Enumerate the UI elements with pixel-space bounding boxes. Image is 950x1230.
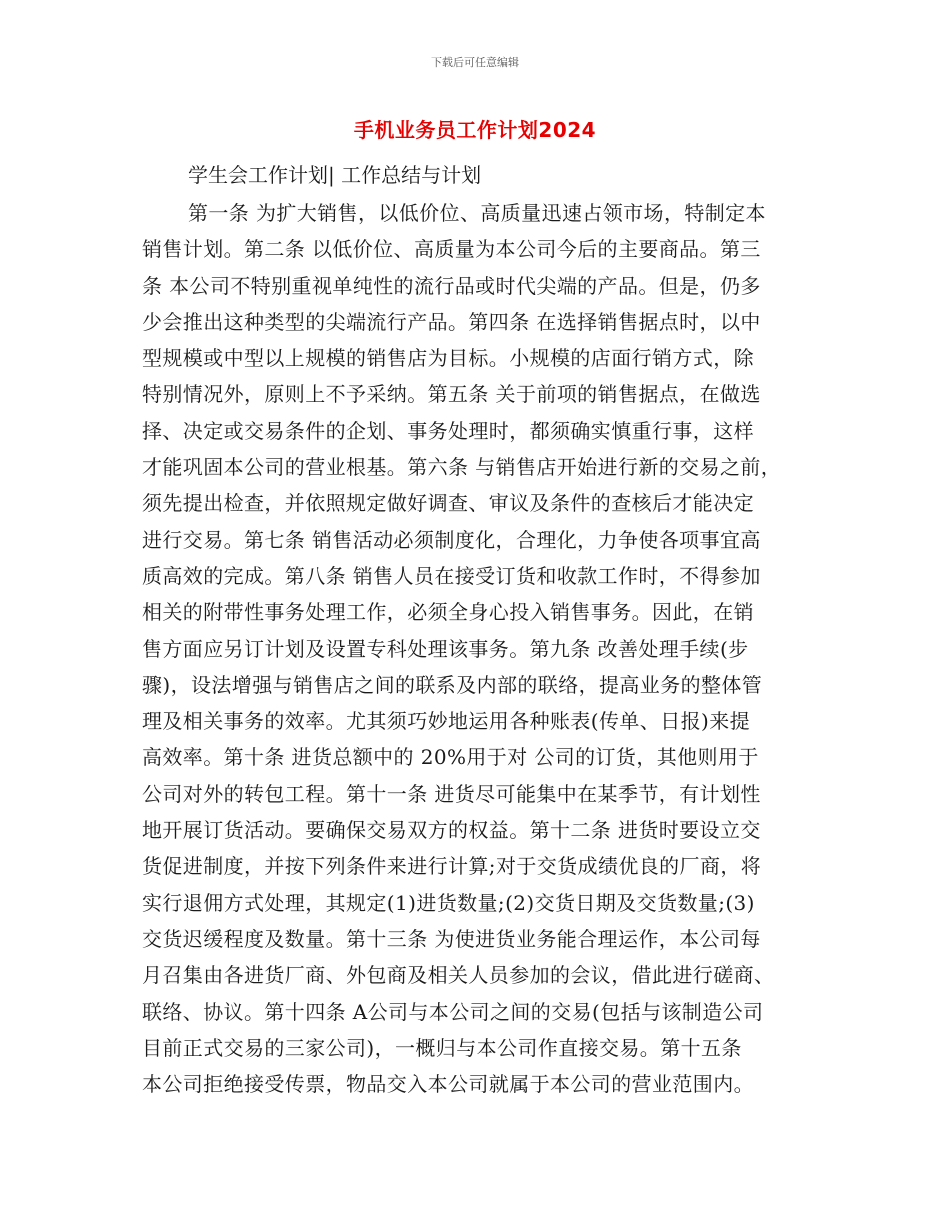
body-line: 第一条 为扩大销售，以低价位、高质量迅速占领市场，特制定本 — [188, 201, 766, 225]
body-line: 货促进制度，并按下列条件来进行计算;对于交货成绩优良的厂商，将 — [142, 854, 762, 879]
document-title: 手机业务员工作计划2024 — [353, 118, 597, 142]
body-line: 交货迟缓程度及数量。第十三条 为使进货业务能合理运作，本公司每 — [142, 926, 761, 951]
body-line: 本公司拒绝接受传票，物品交入本公司就属于本公司的营业范围内。 — [142, 1072, 754, 1097]
body-line: 才能巩固本公司的营业根基。第六条 与销售店开始进行新的交易之前， — [142, 455, 782, 480]
body-line: 进行交易。第七条 销售活动必须制度化，合理化，力争使各项事宜高 — [142, 527, 761, 552]
body-line: 高效率。第十条 进货总额中的 20%用于对 公司的订货，其他则用于 — [142, 745, 759, 770]
body-line: 实行退佣方式处理，其规定(1)进货数量;(2)交货日期及交货数量;(3) — [142, 890, 755, 915]
document-body — [142, 195, 822, 1102]
body-line: 质高效的完成。第八条 销售人员在接受订货和收款工作时，不得参加 — [142, 563, 761, 588]
body-line: 特别情况外，原则上不予采纳。第五条 关于前项的销售据点，在做选 — [142, 382, 761, 407]
body-line: 型规模或中型以上规模的销售店为目标。小规模的店面行销方式，除 — [142, 346, 754, 371]
body-line: 条 本公司不特别重视单纯性的流行品或时代尖端的产品。但是，仍多 — [142, 273, 761, 298]
body-line: 须先提出检查，并依照规定做好调查、审议及条件的查核后才能决定 — [142, 491, 754, 516]
body-line: 售方面应另订计划及设置专科处理该事务。第九条 改善处理手续(步 — [142, 636, 749, 661]
body-line: 月召集由各进货厂商、外包商及相关人员参加的会议，借此进行磋商、 — [142, 963, 775, 988]
body-line: 择、决定或交易条件的企划、事务处理时，都须确实慎重行事，这样 — [142, 418, 754, 443]
body-line: 相关的附带性事务处理工作，必须全身心投入销售事务。因此，在销 — [142, 600, 754, 625]
page-header: 下载后可任意编辑 — [431, 56, 519, 69]
body-line: 理及相关事务的效率。尤其须巧妙地运用各种账表(传单、日报)来提 — [142, 709, 751, 734]
body-line: 骤)，设法增强与销售店之间的联系及内部的联络，提高业务的整体管 — [142, 672, 763, 697]
body-line: 少会推出这种类型的尖端流行产品。第四条 在选择销售据点时，以中 — [142, 309, 761, 334]
body-line: 公司对外的转包工程。第十一条 进货尽可能集中在某季节，有计划性 — [142, 781, 761, 806]
document-subtitle: 学生会工作计划| 工作总结与计划 — [188, 163, 482, 187]
body-line: 联络、协议。第十四条 A公司与本公司之间的交易(包括与该制造公司 — [142, 999, 764, 1024]
body-line: 销售计划。第二条 以低价位、高质量为本公司今后的主要商品。第三 — [142, 237, 761, 262]
body-line: 目前正式交易的三家公司)，一概归与本公司作直接交易。第十五条 — [142, 1035, 742, 1060]
body-line: 地开展订货活动。要确保交易双方的权益。第十二条 进货时要设立交 — [142, 818, 761, 843]
